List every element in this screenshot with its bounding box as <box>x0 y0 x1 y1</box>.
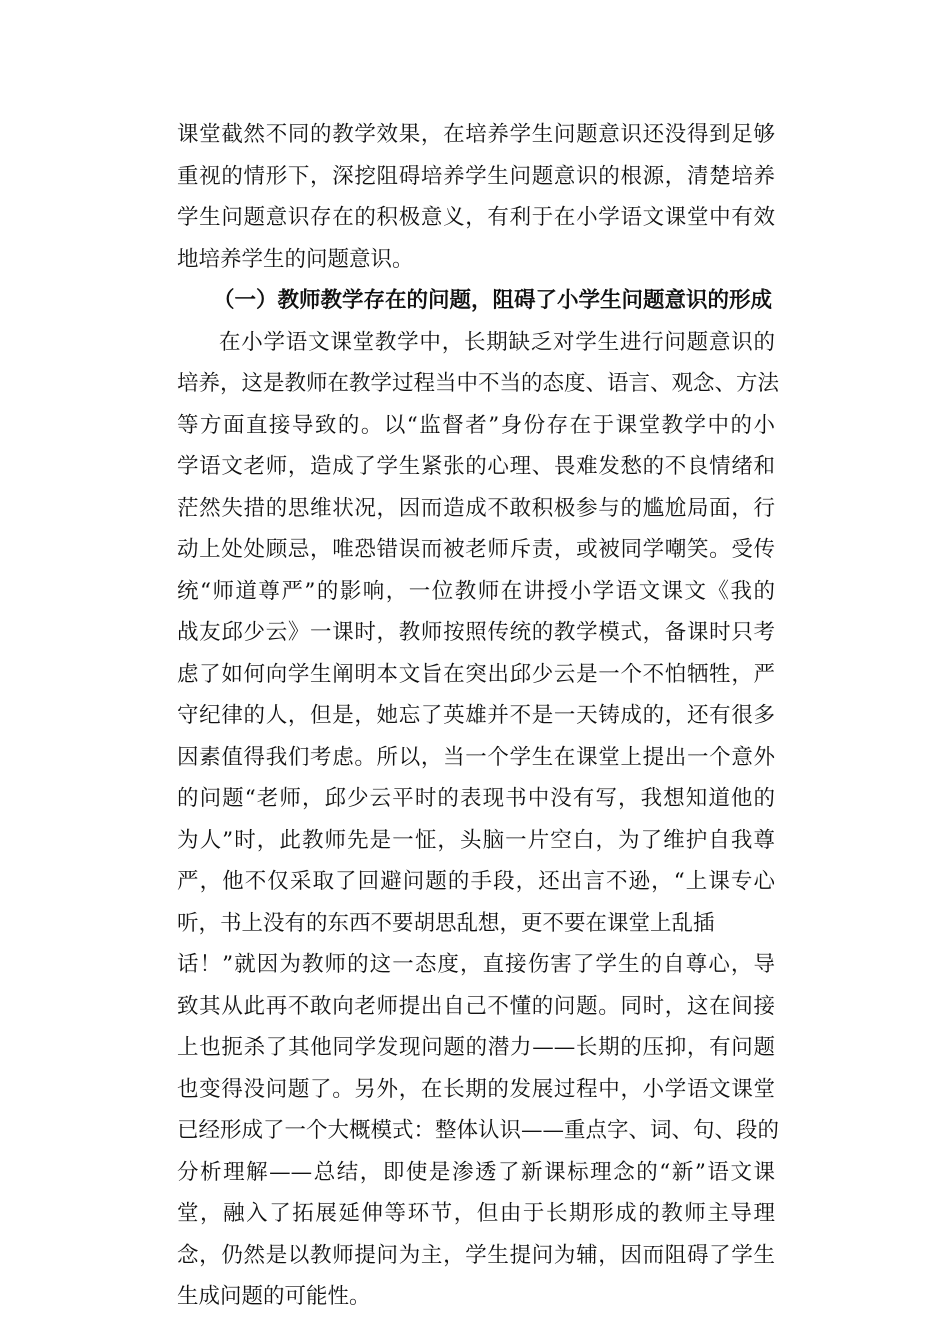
text-line: 课堂截然不同的教学效果，在培养学生问题意识还没得到足够 <box>177 122 775 147</box>
text-line: 分析理解——总结，即使是渗透了新课标理念的“新”语文课 <box>177 1159 775 1185</box>
text-line: 上也扼杀了其他同学发现问题的潜力——长期的压抑，有问题 <box>177 1035 775 1060</box>
text-line: 生成问题的可能性。 <box>177 1284 371 1309</box>
text-line: 重视的情形下，深挖阻碍培养学生问题意识的根源，清楚培养 <box>177 163 775 189</box>
text-line: 也变得没问题了。另外，在长期的发展过程中，小学语文课堂 <box>177 1076 775 1102</box>
section-heading: （一）教师教学存在的问题，阻碍了小学生问题意识的形成 <box>213 288 773 313</box>
text-line: 严，他不仅采取了回避问题的手段，还出言不逊，“上课专心 <box>177 869 775 894</box>
text-line: 已经形成了一个大概模式：整体认识——重点字、词、句、段的 <box>177 1118 780 1143</box>
text-line: 堂，融入了拓展延伸等环节，但由于长期形成的教师主导理 <box>177 1201 775 1226</box>
text-line: 话！”就因为教师的这一态度，直接伤害了学生的自尊心，导 <box>177 952 775 977</box>
text-line: 守纪律的人，但是，她忘了英雄并不是一天铸成的，还有很多 <box>177 703 775 728</box>
text-line: 致其从此再不敢向老师提出自己不懂的问题。同时，这在间接 <box>177 993 775 1019</box>
text-line: 学语文老师，造成了学生紧张的心理、畏难发愁的不良情绪和 <box>177 454 775 479</box>
text-line: 动上处处顾忌，唯恐错误而被老师斥责，或被同学嘲笑。受传 <box>177 537 775 562</box>
text-line: 等方面直接导致的。以“监督者”身份存在于课堂教学中的小 <box>177 412 775 438</box>
text-line: 听，书上没有的东西不要胡思乱想，更不要在课堂上乱插 <box>177 910 715 936</box>
text-line: 在小学语文课堂教学中，长期缺乏对学生进行问题意识的 <box>219 329 775 355</box>
text-line: 为人”时，此教师先是一怔，头脑一片空白，为了维护自我尊 <box>177 827 775 853</box>
text-line: 因素值得我们考虑。所以，当一个学生在课堂上提出一个意外 <box>177 744 775 770</box>
text-line: 茫然失措的思维状况，因而造成不敢积极参与的尴尬局面，行 <box>177 495 775 521</box>
text-line: 的问题“老师，邱少云平时的表现书中没有写，我想知道他的 <box>177 786 775 811</box>
text-line: 战友邱少云》一课时，教师按照传统的教学模式，备课时只考 <box>177 620 775 645</box>
text-line: 统“师道尊严”的影响，一位教师在讲授小学语文课文《我的 <box>177 578 775 604</box>
text-line: 培养，这是教师在教学过程当中不当的态度、语言、观念、方法 <box>177 371 780 396</box>
text-line: 学生问题意识存在的积极意义，有利于在小学语文课堂中有效 <box>177 205 775 230</box>
body-text <box>177 114 780 1318</box>
text-line: 念，仍然是以教师提问为主，学生提问为辅，因而阻碍了学生 <box>177 1242 775 1268</box>
text-line: 虑了如何向学生阐明本文旨在突出邱少云是一个不怕牺牲，严 <box>177 661 775 687</box>
text-line: 地培养学生的问题意识。 <box>177 246 414 272</box>
